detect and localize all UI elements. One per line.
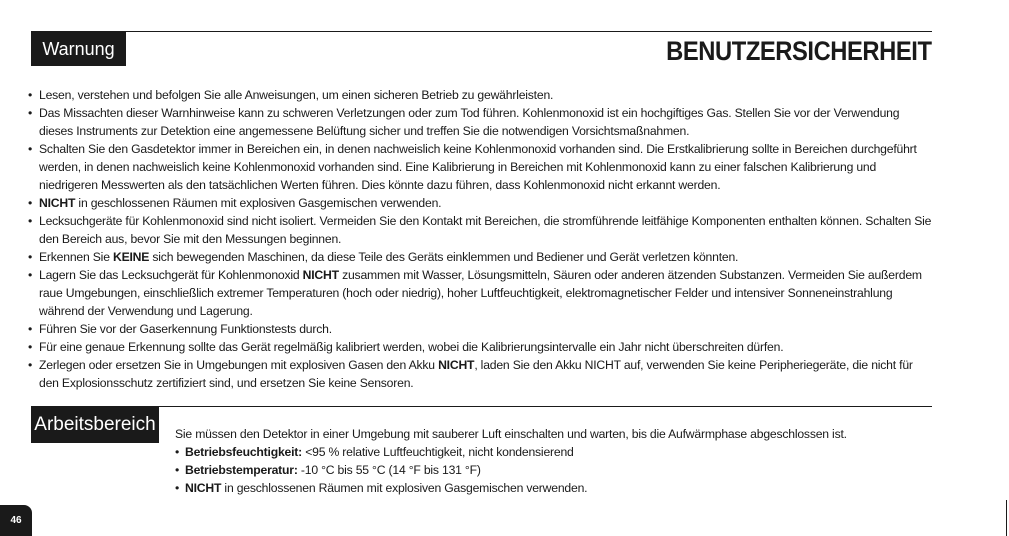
warning-item bbox=[28, 248, 933, 266]
warning-keyword: KEINE bbox=[112, 250, 150, 264]
work-area-item bbox=[175, 443, 935, 461]
work-area-item-value: -10 °C bis 55 °C (14 °F bis 131 °F) bbox=[297, 463, 481, 477]
warning-item bbox=[28, 140, 933, 194]
work-area-item-value: <95 % relative Luftfeuchtigkeit, nicht kondensierend bbox=[302, 445, 574, 459]
warning-item bbox=[28, 104, 933, 140]
warning-item bbox=[28, 320, 933, 338]
warning-item bbox=[28, 86, 933, 104]
work-area-list bbox=[175, 443, 935, 497]
work-area-label-text: Arbeitsbereich bbox=[34, 414, 156, 435]
warning-text: Zerlegen oder ersetzen Sie in Umgebungen mit explosiven Gasen den Akku bbox=[39, 358, 439, 372]
work-area-label bbox=[31, 407, 159, 443]
work-area-item-key: Betriebsfeuchtigkeit: bbox=[185, 445, 303, 459]
warning-text: Das Missachten dieser Warnhinweise kann zu schweren Verletzungen oder zum Tod führen. Kohlenmonoxid ist ein hochgiftiges Gas. Stellen Sie vor der Verwendung dieses Instruments zur Detektion eine angemessene Belüftung sicher und treffen Sie die notwendigen Vorsichtsmaßnahmen. bbox=[39, 106, 900, 138]
work-area-item-value: in geschlossenen Räumen mit explosiven Gasgemischen verwenden. bbox=[221, 481, 588, 495]
warning-keyword: NICHT bbox=[39, 196, 76, 210]
warning-label-text: Warnung bbox=[42, 38, 115, 59]
warning-text: Führen Sie vor der Gaserkennung Funktionstests durch. bbox=[39, 322, 332, 336]
warning-text: Für eine genaue Erkennung sollte das Gerät regelmäßig kalibriert werden, wobei die Kalibrierungsintervalle ein Jahr nicht überschreiten dürfen. bbox=[39, 340, 784, 354]
warning-item bbox=[28, 338, 933, 356]
warning-text: Schalten Sie den Gasdetektor immer in Bereichen ein, in denen nachweislich keine Kohlenmonoxid vorhanden sind. Die Erstkalibrierung sollte in Bereichen durchgeführt werden, in denen nachweislich keine Kohlenmonoxid vorhanden sind. Eine Kalibrierung in Bereichen mit Kohlenmonoxid kann zu einer falschen Kalibrierung und niedrigeren Messwerten als den tatsächlichen Werten führen. Dies könnte dazu führen, dass Kohlenmonoxid nicht erkannt werden. bbox=[39, 142, 917, 192]
warning-item bbox=[28, 212, 933, 248]
warning-text: zusammen mit Wasser, Lösungsmitteln, Säuren oder anderen ätzenden Substanzen. Vermeiden Sie außerdem raue Umgebungen, einschließlich extremer Temperaturen (hoch oder niedrig), hoher Luftfeuchtigkeit, elektromagnetischer Felder und intensiver Sonneneinstrahlung während der Verwendung und Lagerung. bbox=[39, 268, 922, 318]
warning-text: in geschlossenen Räumen mit explosiven Gasgemischen verwenden. bbox=[75, 196, 442, 210]
warning-item bbox=[28, 266, 933, 320]
warning-text: Erkennen Sie bbox=[39, 250, 113, 264]
warning-text: Lagern Sie das Lecksuchgerät für Kohlenmonoxid bbox=[39, 268, 303, 282]
page-title: BENUTZERSICHERHEIT bbox=[666, 36, 932, 66]
work-area-item bbox=[175, 479, 935, 497]
warning-keyword: NICHT bbox=[438, 358, 475, 372]
warning-item bbox=[28, 356, 933, 392]
page-number-text: 46 bbox=[10, 515, 22, 526]
work-area-content bbox=[175, 425, 935, 497]
page-edge-line bbox=[1006, 500, 1007, 536]
warning-keyword: NICHT bbox=[302, 268, 339, 282]
warning-label bbox=[31, 32, 126, 66]
work-area-item-key: Betriebstemperatur: bbox=[185, 463, 298, 477]
warning-text: sich bewegenden Maschinen, da diese Teile des Geräts einklemmen und Bediener und Gerät verletzen könnten. bbox=[149, 250, 739, 264]
work-area-rule bbox=[31, 406, 932, 407]
warning-text: Lesen, verstehen und befolgen Sie alle Anweisungen, um einen sicheren Betrieb zu gewährleisten. bbox=[39, 88, 554, 102]
warning-item bbox=[28, 194, 933, 212]
header-rule bbox=[31, 31, 932, 32]
work-area-item-key: NICHT bbox=[185, 481, 222, 495]
page-number bbox=[0, 505, 32, 536]
work-area-item bbox=[175, 461, 935, 479]
warning-list bbox=[28, 86, 933, 392]
warning-text: Lecksuchgeräte für Kohlenmonoxid sind nicht isoliert. Vermeiden Sie den Kontakt mit Bereichen, die stromführende leitfähige Komponenten enthalten können. Schalten Sie den Bereich aus, bevor Sie mit den Messungen beginnen. bbox=[39, 214, 932, 246]
warning-text: , laden Sie den Akku NICHT auf, verwenden Sie keine Peripheriegeräte, die nicht für den Explosionsschutz zertifiziert sind, und ersetzen Sie keine Sensoren. bbox=[39, 358, 913, 390]
work-area-intro: Sie müssen den Detektor in einer Umgebung mit sauberer Luft einschalten und warten, bis die Aufwärmphase abgeschlossen ist. bbox=[175, 427, 847, 441]
